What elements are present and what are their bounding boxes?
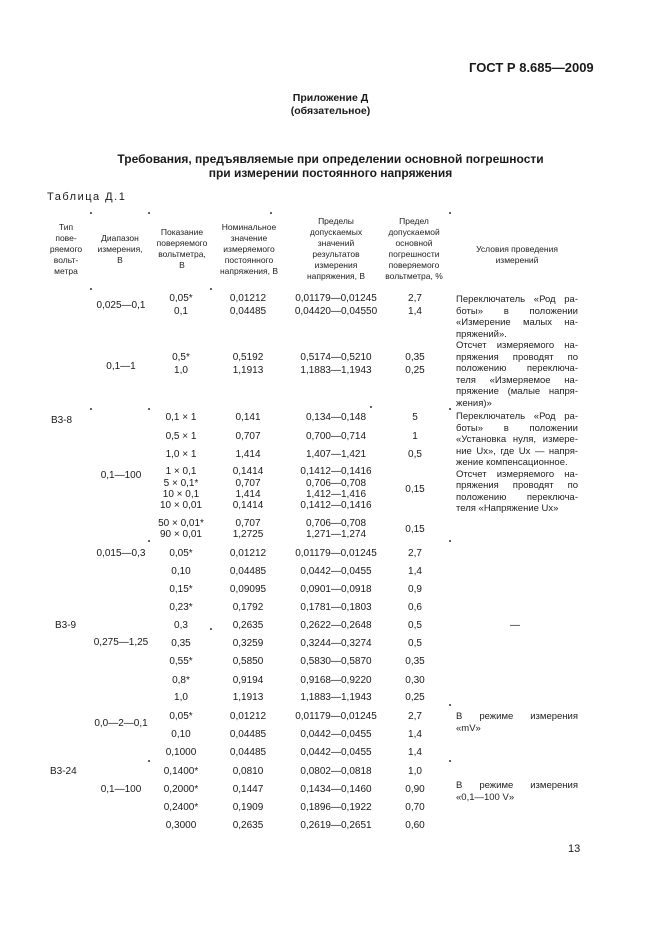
error-cell: 0,15 <box>405 524 425 535</box>
limits-cell: 0,1896—0,1922 <box>300 802 372 813</box>
reading-cell: 0,23* <box>169 602 193 613</box>
limits-cell: 0,1412—0,1416 <box>300 466 372 477</box>
header-line: измерений <box>495 255 539 265</box>
header-line: измеряемого <box>223 244 275 254</box>
nominal-cell: 0,01212 <box>229 293 267 304</box>
error-cell: 0,5 <box>408 620 422 631</box>
conditions-dash: — <box>510 620 520 631</box>
limits-cell: 0,706—0,708 <box>305 518 367 529</box>
header-nominal <box>214 222 284 277</box>
header-line: пове- <box>55 233 77 243</box>
nominal-cell: 0,01212 <box>229 548 267 559</box>
reading-cell: 0,3 <box>174 620 188 631</box>
conditions-line: жения)» <box>456 397 492 409</box>
conditions-line: положению переключа- <box>456 491 578 503</box>
header-line: Номинальное <box>221 222 277 232</box>
range-cell: 0,1—1 <box>106 361 136 372</box>
header-line: значение <box>230 233 268 243</box>
scan-speck <box>449 704 451 706</box>
header-type <box>47 222 85 277</box>
error-cell: 1,4 <box>408 747 422 758</box>
error-cell: 0,5 <box>408 638 422 649</box>
header-line: допускаемой <box>388 227 440 237</box>
scan-speck <box>370 406 372 408</box>
conditions-line: «Измерение малых на- <box>456 317 578 328</box>
range-cell: 0,0—2—0,1 <box>94 718 148 729</box>
scan-speck <box>148 408 150 410</box>
nominal-cell: 0,1792 <box>232 602 264 613</box>
scan-speck <box>449 212 451 214</box>
error-cell: 1 <box>412 431 418 442</box>
table-heading-line-1: Требования, предъявляемые при определении основной погрешности <box>117 152 544 166</box>
reading-cell: 0,5 × 1 <box>165 431 197 442</box>
header-reading <box>150 227 214 271</box>
reading-cell: 0,2400* <box>163 802 199 813</box>
nominal-cell: 0,707 <box>235 431 261 442</box>
scan-speck <box>210 288 212 290</box>
header-line: напряжения, В <box>306 271 366 281</box>
reading-cell: 0,2000* <box>163 784 199 795</box>
limits-cell: 0,0901—0,0918 <box>300 584 372 595</box>
nominal-cell: 0,707 <box>235 478 261 489</box>
nominal-cell: 1,1913 <box>232 365 264 376</box>
reading-cell: 0,10 <box>171 566 191 577</box>
limits-cell: 0,04420—0,04550 <box>294 306 378 317</box>
conditions-line: теля «Напряжение Ux» <box>456 503 559 514</box>
header-line: метра <box>54 266 78 276</box>
reading-cell: 10 × 0,01 <box>160 500 202 511</box>
error-cell: 0,60 <box>405 820 425 831</box>
scan-speck <box>210 628 212 630</box>
conditions-line: Переключатель «Род ра- <box>456 294 578 305</box>
conditions-line: В режиме измерения <box>456 711 578 722</box>
header-line: Пределы <box>318 216 354 226</box>
limits-cell: 0,3244—0,3274 <box>300 638 372 649</box>
reading-cell: 1,0 × 1 <box>165 449 197 460</box>
reading-cell: 0,55* <box>169 656 193 667</box>
error-cell: 0,90 <box>405 784 425 795</box>
conditions-line: В режиме измерения <box>456 780 578 791</box>
reading-cell: 0,1400* <box>163 766 199 777</box>
conditions-line: Переключатель «Род ра- <box>456 411 578 422</box>
error-cell: 0,15 <box>405 484 425 495</box>
conditions-line: боты» в положении <box>456 305 578 317</box>
nominal-cell: 0,5850 <box>232 656 264 667</box>
nominal-cell: 0,141 <box>235 412 261 423</box>
reading-cell: 1 × 0,1 <box>165 466 197 477</box>
conditions-line: ние Ux», где Ux — напря- <box>456 445 578 457</box>
conditions-line: пряжение (малые напря- <box>456 386 578 397</box>
reading-cell: 1,0 <box>174 692 188 703</box>
reading-cell: 0,1 × 1 <box>165 412 197 423</box>
range-cell: 0,015—0,3 <box>96 548 146 559</box>
limits-cell: 1,412—1,416 <box>305 489 367 500</box>
limits-cell: 0,01179—0,01245 <box>295 293 377 304</box>
nominal-cell: 0,09095 <box>229 584 267 595</box>
nominal-cell: 0,01212 <box>229 711 267 722</box>
limits-cell: 1,1883—1,1943 <box>300 365 372 376</box>
nominal-cell: 0,3259 <box>232 638 264 649</box>
header-line: В <box>117 255 123 265</box>
error-cell: 1,4 <box>408 566 422 577</box>
header-line: вольт- <box>53 255 79 265</box>
header-error <box>378 216 450 282</box>
header-line: Тип <box>58 222 74 232</box>
error-cell: 2,7 <box>408 293 422 304</box>
conditions-line: Отсчет измеряемого на- <box>456 468 578 480</box>
header-line: значений <box>317 238 355 248</box>
conditions-line: пряжения проводят по <box>456 480 578 491</box>
error-cell: 0,35 <box>405 352 425 363</box>
reading-cell: 0,35 <box>171 638 191 649</box>
limits-cell: 1,271—1,274 <box>305 529 367 540</box>
document-standard-code: ГОСТ Р 8.685—2009 <box>469 60 594 75</box>
conditions-line: теля «Измеряемое на- <box>456 374 578 386</box>
header-line: Условия проведения <box>476 244 558 254</box>
appendix-status: (обязательное) <box>290 105 371 117</box>
conditions-line: Отсчет измеряемого на- <box>456 340 578 351</box>
nominal-cell: 0,1909 <box>232 802 264 813</box>
reading-cell: 0,05* <box>169 548 193 559</box>
header-line: результатов <box>312 249 360 259</box>
conditions-line: пряжений». <box>456 328 507 340</box>
nominal-cell: 1,414 <box>235 449 261 460</box>
error-cell: 2,7 <box>408 548 422 559</box>
header-conditions <box>452 244 582 266</box>
nominal-cell: 0,1414 <box>232 466 264 477</box>
appendix-title: Приложение Д <box>292 92 369 104</box>
header-line: постоянного <box>224 255 274 265</box>
error-cell: 0,9 <box>408 584 422 595</box>
range-cell: 0,1—100 <box>100 784 142 795</box>
voltmeter-type-v3-24: В3-24 <box>50 766 77 777</box>
reading-cell: 0,5* <box>172 352 190 363</box>
nominal-cell: 0,04485 <box>229 729 267 740</box>
reading-cell: 0,8* <box>172 675 190 686</box>
header-line: поверяемого <box>156 238 208 248</box>
error-cell: 1,0 <box>408 766 422 777</box>
reading-cell: 0,05* <box>169 293 193 304</box>
header-line: измерения <box>314 260 358 270</box>
nominal-cell: 0,707 <box>235 518 261 529</box>
voltmeter-type-v3-9: В3-9 <box>55 620 77 631</box>
limits-cell: 0,5830—0,5870 <box>300 656 372 667</box>
limits-cell: 0,1412—0,1416 <box>300 500 372 511</box>
scan-speck <box>449 760 451 762</box>
error-cell: 0,70 <box>405 802 425 813</box>
reading-cell: 0,10 <box>171 729 191 740</box>
scan-speck <box>90 212 92 214</box>
table-label: Таблица Д.1 <box>47 191 127 203</box>
nominal-cell: 0,2635 <box>232 820 264 831</box>
conditions-line: «0,1—100 V» <box>456 792 515 803</box>
nominal-cell: 0,04485 <box>229 306 267 317</box>
limits-cell: 0,0802—0,0818 <box>300 766 372 777</box>
nominal-cell: 0,1447 <box>232 784 264 795</box>
header-line: погрешности <box>388 249 440 259</box>
reading-cell: 0,15* <box>169 584 193 595</box>
table-heading-line-2: при измерении постоянного напряжения <box>208 166 453 180</box>
nominal-cell: 1,2725 <box>232 529 264 540</box>
limits-cell: 0,1434—0,1460 <box>300 784 372 795</box>
header-line: поверяемого <box>388 260 440 270</box>
error-cell: 1,4 <box>408 306 422 317</box>
scan-speck <box>90 408 92 410</box>
limits-cell: 0,01179—0,01245 <box>295 548 377 559</box>
limits-cell: 0,5174—0,5210 <box>300 352 372 363</box>
reading-cell: 50 × 0,01* <box>158 518 204 529</box>
conditions-line: «Установка нуля, измере- <box>456 434 578 445</box>
nominal-cell: 0,2635 <box>232 620 264 631</box>
error-cell: 0,30 <box>405 675 425 686</box>
error-cell: 0,6 <box>408 602 422 613</box>
limits-cell: 0,9168—0,9220 <box>300 675 372 686</box>
reading-cell: 0,05* <box>169 711 193 722</box>
error-cell: 0,25 <box>405 692 425 703</box>
conditions-line: жение компенсационное. <box>456 457 568 468</box>
header-range <box>88 233 152 266</box>
header-line: вольтметра, % <box>385 271 443 281</box>
header-line: напряжения, В <box>219 266 279 276</box>
reading-cell: 5 × 0,1* <box>163 478 199 489</box>
reading-cell: 10 × 0,1 <box>162 489 200 500</box>
nominal-cell: 0,0810 <box>232 766 264 777</box>
nominal-cell: 0,04485 <box>229 566 267 577</box>
error-cell: 0,25 <box>405 365 425 376</box>
header-line: допускаемых <box>309 227 363 237</box>
page-number: 13 <box>568 843 581 855</box>
limits-cell: 1,1883—1,1943 <box>300 692 372 703</box>
header-line: Диапазон <box>101 233 139 243</box>
limits-cell: 0,1781—0,1803 <box>300 602 372 613</box>
conditions-line: пряжения проводят по <box>456 351 578 363</box>
reading-cell: 0,1 <box>174 306 188 317</box>
limits-cell: 0,706—0,708 <box>305 478 367 489</box>
header-line: В <box>179 260 185 270</box>
range-cell: 0,275—1,25 <box>93 637 149 648</box>
reading-cell: 0,3000 <box>165 820 197 831</box>
conditions-line: «mV» <box>456 723 481 734</box>
error-cell: 0,35 <box>405 656 425 667</box>
conditions-line: положению переключа- <box>456 363 578 374</box>
error-cell: 2,7 <box>408 711 422 722</box>
header-line: основной <box>395 238 433 248</box>
scan-speck <box>449 540 451 542</box>
scan-speck <box>270 212 272 214</box>
voltmeter-type-v3-8: В3-8 <box>51 415 73 426</box>
nominal-cell: 0,5192 <box>232 352 264 363</box>
reading-cell: 1,0 <box>174 365 188 376</box>
scan-speck <box>90 288 92 290</box>
header-line: ряемого <box>49 244 83 254</box>
header-limits <box>290 216 382 282</box>
limits-cell: 0,700—0,714 <box>305 431 367 442</box>
nominal-cell: 1,414 <box>235 489 261 500</box>
limits-cell: 0,01179—0,01245 <box>295 711 377 722</box>
error-cell: 5 <box>412 412 418 423</box>
reading-cell: 0,1000 <box>165 747 197 758</box>
limits-cell: 0,0442—0,0455 <box>300 566 372 577</box>
error-cell: 0,5 <box>408 449 422 460</box>
limits-cell: 1,407—1,421 <box>305 449 367 460</box>
reading-cell: 90 × 0,01 <box>160 529 202 540</box>
limits-cell: 0,0442—0,0455 <box>300 729 372 740</box>
scan-speck <box>148 212 150 214</box>
limits-cell: 0,134—0,148 <box>305 412 367 423</box>
range-cell: 0,025—0,1 <box>96 300 146 311</box>
limits-cell: 0,2622—0,2648 <box>300 620 372 631</box>
nominal-cell: 1,1913 <box>232 692 264 703</box>
scan-speck <box>148 760 150 762</box>
conditions-line: боты» в положении <box>456 422 578 434</box>
nominal-cell: 0,1414 <box>232 500 264 511</box>
nominal-cell: 0,04485 <box>229 747 267 758</box>
header-line: Показание <box>160 227 204 237</box>
error-cell: 1,4 <box>408 729 422 740</box>
scan-speck <box>148 540 150 542</box>
scan-speck <box>449 408 451 410</box>
header-line: вольтметра, <box>158 249 206 259</box>
limits-cell: 0,2619—0,2651 <box>300 820 372 831</box>
range-cell: 0,1—100 <box>100 470 142 481</box>
header-line: Предел <box>399 216 429 226</box>
nominal-cell: 0,9194 <box>232 675 264 686</box>
header-line: измерения, <box>97 244 143 254</box>
limits-cell: 0,0442—0,0455 <box>300 747 372 758</box>
